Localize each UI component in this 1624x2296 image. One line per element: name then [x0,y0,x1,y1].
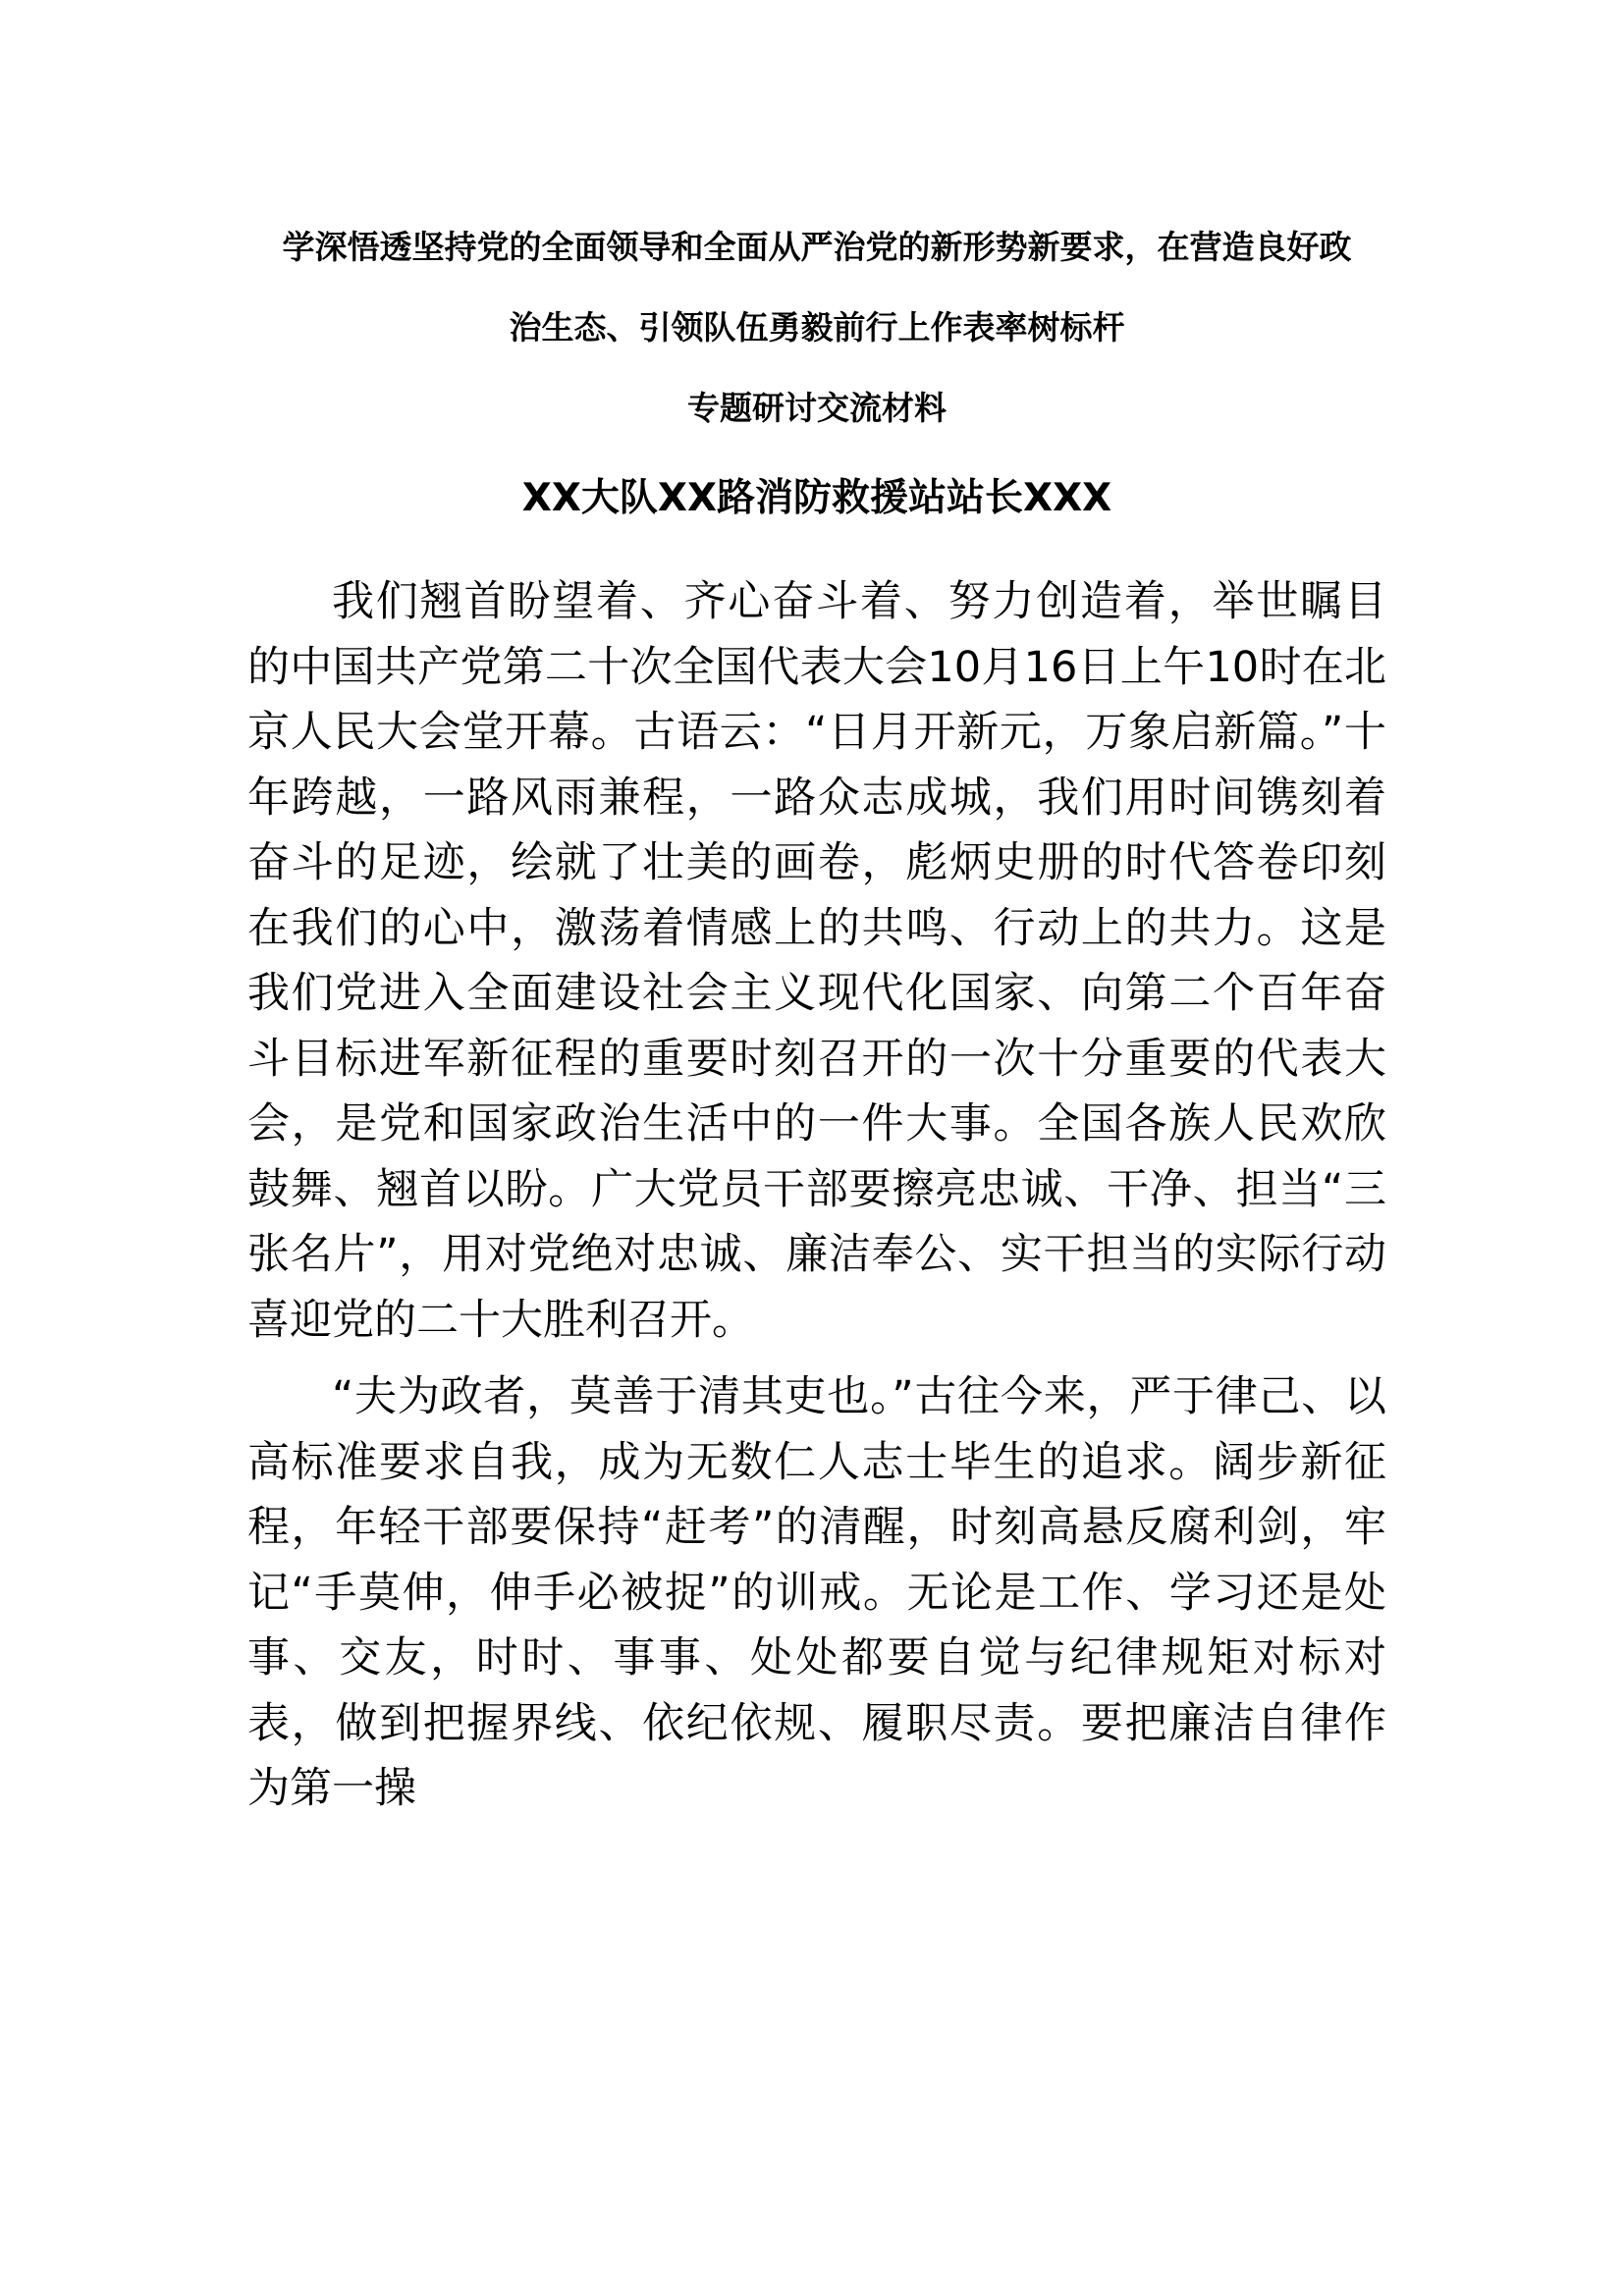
document-subtitle: 专题研讨交流材料 [687,389,947,427]
body-paragraph-2: “夫为政者，莫善于清其吏也。”古往今来，严于律己、以高标准要求自我，成为无数仁人志士毕生的追求。阔步新征程，年轻干部要保持“赶考”的清醒，时刻高悬反腐利剑，牢记“手莫伸，伸手必被捉”的训戒。无论是工作、学习还是处事、交友，时时、事事、处处都要自觉与纪律规矩对标对表，做到把握界线、依纪依规、履职尽责。要把廉洁自律作为第一操 [247,1372,1386,1813]
document-body [247,569,1386,1834]
document-author: XX大队XX路消防救援站站长XXX [521,476,1112,520]
title-block [247,228,1386,522]
body-paragraph-1: 我们翘首盼望着、齐心奋斗着、努力创造着，举世瞩目的中国共产党第二十次全国代表大会10月16日上午10时在北京人民大会堂开幕。古语云：“日月开新元，万象启新篇。”十年跨越，一路风雨兼程，一路众志成城，我们用时间镌刻着奋斗的足迹，绘就了壮美的画卷，彪炳史册的时代答卷印刻在我们的心中，激荡着情感上的共鸣、行动上的共力。这是我们党进入全面建设社会主义现代化国家、向第二个百年奋斗目标进军新征程的重要时刻召开的一次十分重要的代表大会，是党和国家政治生活中的一件大事。全国各族人民欢欣鼓舞、翘首以盼。广大党员干部要擦亮忠诚、干净、担当“三张名片”，用对党绝对忠诚、廉洁奉公、实干担当的实际行动喜迎党的二十大胜利召开。 [247,577,1386,1345]
document-title-line-2: 治生态、引领队伍勇毅前行上作表率树标杆 [509,308,1125,347]
document-title-line-1: 学深悟透坚持党的全面领导和全面从严治党的新形势新要求，在营造良好政 [282,228,1352,266]
